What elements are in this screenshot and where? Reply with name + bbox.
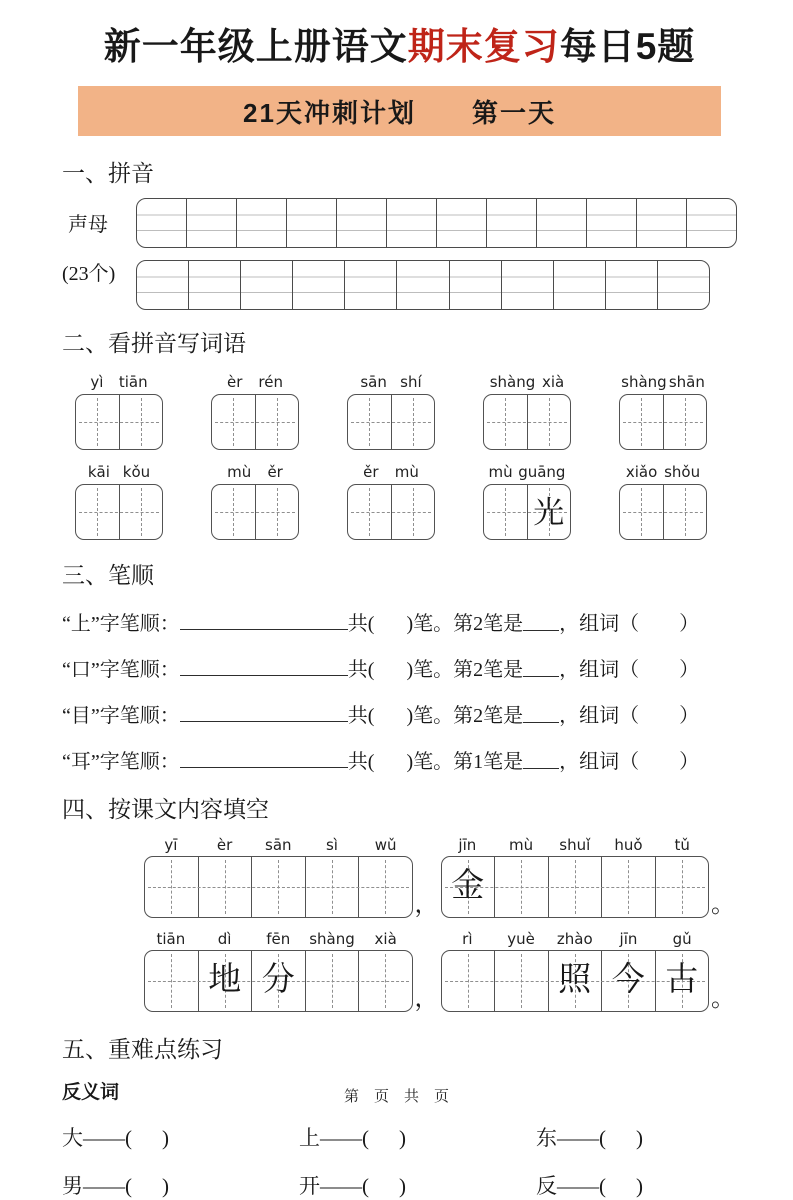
word-unit xyxy=(211,373,299,450)
stroke-order-line: “口”字笔顺： 共( )笔。第2笔是 ，组词（ ） xyxy=(62,659,700,682)
pinyin-grid-cell xyxy=(487,199,537,247)
answer-blank xyxy=(180,720,348,722)
section2-heading: 二、看拼音写词语 xyxy=(62,330,246,356)
pinyin-label: xiǎo shǒu xyxy=(625,463,701,482)
pinyin-grid-cell xyxy=(637,199,687,247)
char-cell: 地 xyxy=(198,951,252,1011)
char-cell xyxy=(484,485,527,539)
word-unit xyxy=(619,463,707,540)
char-cell xyxy=(601,857,655,917)
char-cell: 古 xyxy=(655,951,709,1011)
answer-blank xyxy=(523,721,559,723)
char-cell xyxy=(663,485,707,539)
char-cell: 光 xyxy=(527,485,571,539)
pinyin-label: sān shí xyxy=(360,373,422,392)
pinyin-grid-cell xyxy=(537,199,587,247)
char-cell xyxy=(348,485,391,539)
initials-label: 声母 xyxy=(68,213,108,236)
fill-row-1 xyxy=(144,836,737,918)
pinyin-grid-cell xyxy=(397,261,449,309)
period: 。 xyxy=(711,891,735,918)
char-cell xyxy=(391,485,435,539)
character-box xyxy=(144,856,413,918)
pinyin-grid-cell xyxy=(345,261,397,309)
char-cell xyxy=(358,857,412,917)
pinyin-label: yī èr sān sì wǔ xyxy=(164,835,397,854)
word-row-2 xyxy=(75,463,707,540)
word-unit xyxy=(483,373,571,450)
pinyin-label: mù ěr xyxy=(227,463,283,482)
section-word-writing xyxy=(62,330,737,541)
char-cell xyxy=(655,857,709,917)
section-key-practice xyxy=(62,1036,737,1200)
pinyin-grid-cell xyxy=(237,199,287,247)
antonym-item: 大——( ) xyxy=(62,1126,169,1151)
answer-blank xyxy=(523,675,559,677)
word-row-1 xyxy=(75,373,707,450)
word-unit xyxy=(347,373,435,450)
character-box xyxy=(483,484,571,540)
page-number-footer: 第 页 共 页 xyxy=(343,1089,449,1105)
section5-heading: 五、重难点练习 xyxy=(62,1036,223,1062)
char-cell xyxy=(305,857,359,917)
answer-blank xyxy=(180,766,348,768)
pinyin-grid-row-2 xyxy=(136,260,710,310)
char-cell xyxy=(76,395,119,449)
answer-blank xyxy=(180,674,348,676)
pinyin-label: mù guāng xyxy=(488,463,566,482)
char-cell xyxy=(212,485,255,539)
char-cell xyxy=(494,857,548,917)
char-cell xyxy=(548,857,602,917)
char-cell: 今 xyxy=(601,951,655,1011)
title-highlight: 期末复习 xyxy=(407,26,560,67)
phrase-unit xyxy=(441,930,710,1012)
pinyin-label: ěr mù xyxy=(363,463,419,482)
char-cell xyxy=(484,395,527,449)
word-unit xyxy=(211,463,299,540)
comma: ， xyxy=(414,985,439,1012)
pinyin-grid-cell xyxy=(287,199,337,247)
pinyin-grid-cell xyxy=(658,261,709,309)
pinyin-grid-cell xyxy=(189,261,241,309)
pinyin-grid-cell xyxy=(606,261,658,309)
section-fill-blanks xyxy=(62,796,737,1012)
char-cell xyxy=(348,395,391,449)
title-pre: 新一年级上册语文 xyxy=(103,26,408,67)
antonym-item: 男——( ) xyxy=(62,1174,169,1199)
pinyin-grid-cell xyxy=(137,261,189,309)
antonym-item: 开——( ) xyxy=(299,1174,406,1199)
word-unit xyxy=(75,373,163,450)
char-cell xyxy=(145,951,198,1011)
initials-label-group xyxy=(62,198,136,310)
char-cell: 分 xyxy=(251,951,305,1011)
phrase-unit xyxy=(441,836,710,918)
pinyin-grid-cell xyxy=(687,199,736,247)
character-box xyxy=(441,856,710,918)
plan-banner: 21天冲刺计划 第一天 xyxy=(78,86,721,136)
char-cell xyxy=(255,395,299,449)
pinyin-label: tiān dì fēn shàng xià xyxy=(156,929,397,948)
char-cell xyxy=(119,395,163,449)
pinyin-grid-cell xyxy=(337,199,387,247)
char-cell xyxy=(527,395,571,449)
section3-heading: 三、笔顺 xyxy=(62,563,154,589)
pinyin-grid-cell xyxy=(554,261,606,309)
pinyin-label: èr rén xyxy=(227,373,283,392)
char-cell xyxy=(391,395,435,449)
char-cell xyxy=(663,395,707,449)
phrase-unit xyxy=(144,836,413,918)
char-cell xyxy=(212,395,255,449)
pinyin-grid-cell xyxy=(387,199,437,247)
char-cell xyxy=(494,951,548,1011)
pinyin-label: rì yuè zhào jīn gǔ xyxy=(462,929,692,948)
char-cell xyxy=(305,951,359,1011)
stroke-order-line: “目”字笔顺： 共( )笔。第2笔是 ，组词（ ） xyxy=(62,705,700,728)
char-cell: 照 xyxy=(548,951,602,1011)
char-cell xyxy=(198,857,252,917)
char-cell xyxy=(119,485,163,539)
pinyin-label: shàng xià xyxy=(489,373,565,392)
answer-blank xyxy=(523,767,559,769)
word-unit xyxy=(619,373,707,450)
character-box xyxy=(144,950,413,1012)
pinyin-grid-cell xyxy=(437,199,487,247)
pinyin-label: kāi kǒu xyxy=(87,463,151,482)
character-box xyxy=(441,950,710,1012)
stroke-order-line: “上”字笔顺： 共( )笔。第2笔是 ，组词（ ） xyxy=(62,613,700,636)
character-box xyxy=(75,394,163,450)
character-box xyxy=(211,484,299,540)
answer-blank xyxy=(180,628,348,630)
char-cell xyxy=(442,951,495,1011)
initials-count: (23个) xyxy=(62,262,116,285)
word-unit xyxy=(483,463,571,540)
char-cell xyxy=(358,951,412,1011)
char-cell xyxy=(145,857,198,917)
section-pinyin xyxy=(62,160,737,310)
character-box xyxy=(619,484,707,540)
character-box xyxy=(483,394,571,450)
stroke-order-line: “耳”字笔顺： 共( )笔。第1笔是 ，组词（ ） xyxy=(62,751,700,774)
pinyin-grid-row-1 xyxy=(136,198,737,248)
antonym-item: 东——( ) xyxy=(536,1126,643,1151)
antonym-row-2 xyxy=(62,1170,737,1200)
word-unit xyxy=(75,463,163,540)
char-cell xyxy=(76,485,119,539)
antonym-item: 反——( ) xyxy=(536,1174,643,1199)
page-title xyxy=(62,24,737,70)
char-cell xyxy=(255,485,299,539)
pinyin-grid-cell xyxy=(502,261,554,309)
char-cell xyxy=(620,395,663,449)
pinyin-grid-cell xyxy=(587,199,637,247)
antonyms-subheading: 反义词 xyxy=(62,1082,120,1104)
pinyin-label: jīn mù shuǐ huǒ tǔ xyxy=(458,835,690,854)
pinyin-grid-cell xyxy=(137,199,187,247)
word-unit xyxy=(347,463,435,540)
comma: ， xyxy=(414,891,439,918)
char-cell xyxy=(251,857,305,917)
section-stroke-order xyxy=(62,562,737,774)
character-box xyxy=(211,394,299,450)
pinyin-label: yì tiān xyxy=(90,373,148,392)
pinyin-grid-cell xyxy=(293,261,345,309)
character-box xyxy=(347,484,435,540)
character-box xyxy=(347,394,435,450)
character-box xyxy=(75,484,163,540)
answer-blank xyxy=(523,629,559,631)
pinyin-grid-cell xyxy=(241,261,293,309)
pinyin-label: shàng shān xyxy=(621,373,705,392)
phrase-unit xyxy=(144,930,413,1012)
character-box xyxy=(619,394,707,450)
char-cell: 金 xyxy=(442,857,495,917)
antonym-item: 上——( ) xyxy=(299,1126,406,1151)
pinyin-grid-cell xyxy=(450,261,502,309)
pinyin-grid-cell xyxy=(187,199,237,247)
period: 。 xyxy=(711,985,735,1012)
antonym-row-1 xyxy=(62,1122,737,1152)
section1-heading: 一、拼音 xyxy=(62,161,154,187)
title-post: 每日5题 xyxy=(559,26,696,67)
fill-row-2 xyxy=(144,930,737,1012)
section4-heading: 四、按课文内容填空 xyxy=(62,797,269,823)
char-cell xyxy=(620,485,663,539)
